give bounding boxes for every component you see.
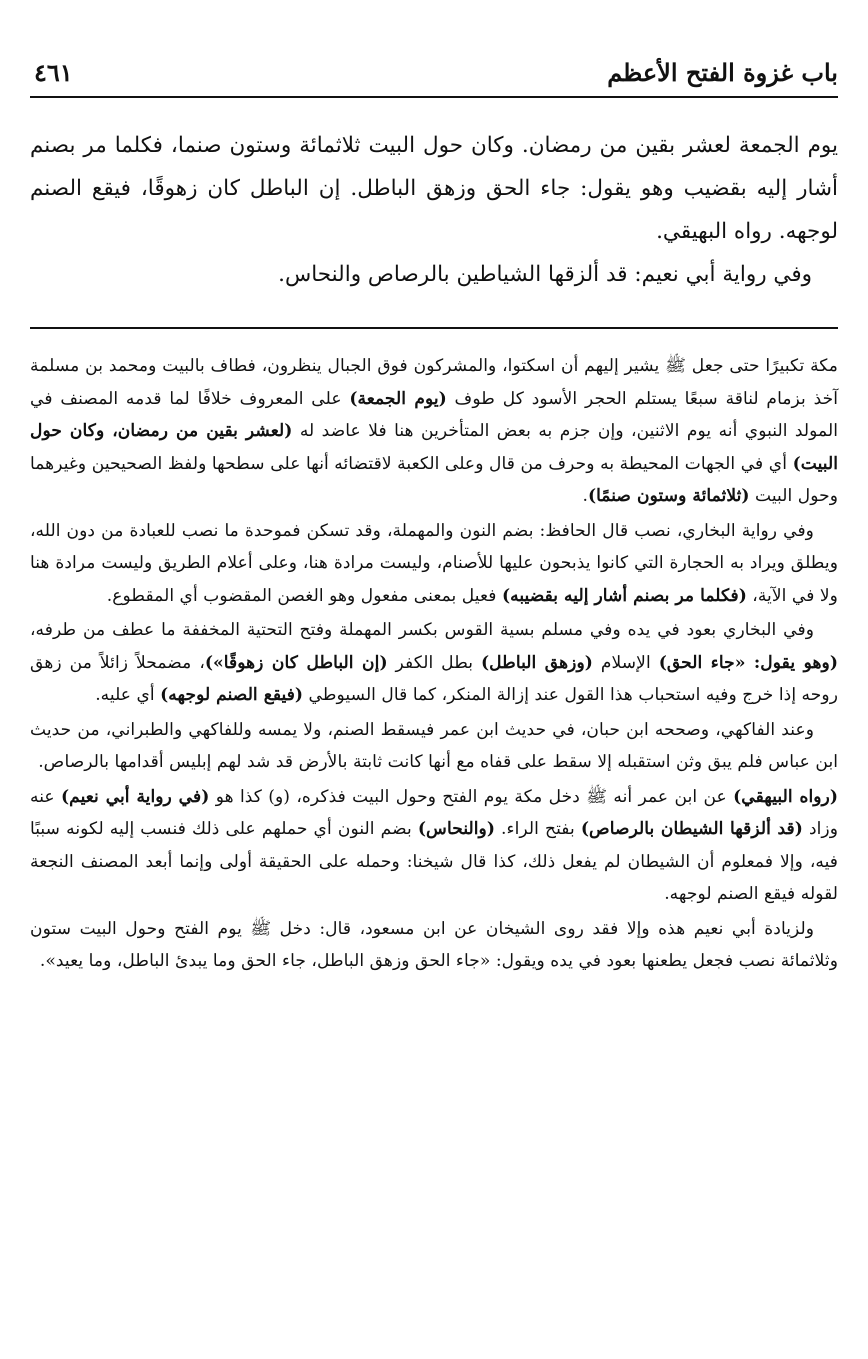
main-text [30, 124, 838, 296]
commentary-text: فعيل بمعنى مفعول وهو الغصن المقضوب أي المقطوع. [106, 585, 502, 606]
section-divider [30, 327, 838, 329]
quoted-phrase: (إن الباطل كان زهوقًا») [204, 652, 388, 673]
commentary-text: عن ابن عمر أنه ﷺ دخل مكة يوم الفتح وحول البيت فذكره، (و) كذا هو [209, 786, 734, 807]
commentary-paragraph [30, 913, 838, 978]
commentary-text: أي عليه. [95, 685, 161, 705]
commentary-text: عنه وزاد [30, 786, 839, 839]
commentary-paragraph [30, 350, 838, 513]
commentary-text: بفتح الراء. [494, 819, 581, 839]
commentary-paragraph [30, 714, 838, 779]
running-head [30, 52, 838, 98]
commentary-paragraph [30, 781, 838, 911]
commentary-paragraph [30, 515, 838, 613]
quoted-phrase: (ثلاثمائة وستون صنمًا) [587, 486, 750, 506]
quoted-phrase: (رواه البيهقي) [733, 786, 838, 807]
chapter-title: باب غزوة الفتح الأعظم [607, 58, 838, 87]
quoted-phrase: (في رواية أبي نعيم) [61, 786, 210, 807]
commentary-paragraph [30, 614, 838, 712]
commentary [30, 350, 838, 980]
commentary-text: الإسلام [592, 652, 659, 673]
commentary-text: مكة تكبيرًا حتى جعل ﷺ يشير إليهم أن اسكتوا، والمشركون فوق الجبال ينظرون، فطاف بالبيت ومحمد بن مسلمة آخذ بزمام لناقة سبعًا يستلم الحجر الأسود كل طوف [30, 356, 838, 409]
commentary-text: على المعروف خلافًا لما قدمه المصنف في المولد النبوي أنه يوم الاثنين، وإن جزم به بعض المتأخرين هنا فلا عاضد له [30, 388, 838, 441]
commentary-text: وفي رواية البخاري، نصب قال الحافظ: بضم النون والمهملة، وقد تسكن فموحدة ما نصب للعبادة من دون الله، ويطلق ويراد به الحجارة التي كانوا يذبحون عليها للأصنام، وليست مرادة هنا، وعلى أعلام الطريق وليست مرادة هنا ولا في الآية، [30, 520, 838, 606]
quoted-phrase: (فكلما مر بصنم أشار إليه بقضيبه) [501, 585, 747, 606]
quoted-phrase: (قد ألزقها الشيطان بالرصاص) [580, 819, 803, 839]
commentary-text: ، مضمحلاً زائلاً من زهق روحه إذا خرج وفيه استحباب هذا القول عند إزالة المنكر، كما قال السيوطي [30, 652, 838, 705]
main-paragraph: وفي رواية أبي نعيم: قد ألزقها الشياطين بالرصاص والنحاس. [278, 262, 812, 287]
page-number: ٤٦١ [34, 58, 73, 87]
quoted-phrase: (فيقع الصنم لوجهه) [160, 685, 304, 705]
book-page [30, 0, 838, 1359]
commentary-text: وفي البخاري بعود في يده وفي مسلم بسية القوس بكسر المهملة وفتح التحتية المخففة ما عطف من طرفه، [30, 620, 814, 640]
quoted-phrase: (وزهق الباطل) [481, 652, 593, 673]
commentary-text: بضم النون أي حملهم على ذلك فنسب إليه لكونه سببًا فيه، وإلا فمعلوم أن الشيطان لم يفعل ذلك، كذا قال شيخنا: وحمله على الحقيقة أولى وإنما أبعد المصنف النجعة لقوله فيقع الصنم لوجهه. [30, 819, 838, 904]
main-paragraph: يوم الجمعة لعشر بقين من رمضان. وكان حول البيت ثلاثمائة وستون صنما، فكلما مر بصنم أشار إليه بقضيب وهو يقول: جاء الحق وزهق الباطل. إن الباطل كان زهوقًا، فيقع الصنم لوجهه. رواه البهيقي. [30, 133, 838, 244]
commentary-text: ولزيادة أبي نعيم هذه وإلا فقد روى الشيخان عن ابن مسعود، قال: دخل ﷺ يوم الفتح وحول البيت ستون وثلاثمائة نصب فجعل يطعنها بعود في يده ويقول: «جاء الحق وزهق الباطل، جاء الحق وما يبدئ الباطل، وما يعيد». [30, 918, 838, 971]
commentary-text: . [582, 486, 588, 506]
quoted-phrase: (لعشر بقين من رمضان، وكان حول البيت) [30, 421, 838, 474]
commentary-text: وعند الفاكهي، وصححه ابن حبان، في حديث ابن عمر فيسقط الصنم، ولا يمسه وللفاكهي والطبراني، من حديث ابن عباس فلم يبق وثن استقبله إلا سقط على قفاه مع أنها كانت ثابتة بالأرض قد شد لهم إبليس أقدامها بالرصاص. [30, 719, 838, 772]
commentary-text: بطل الكفر [387, 652, 482, 673]
quoted-phrase: (وهو يقول: «جاء الحق) [658, 652, 838, 673]
quoted-phrase: (يوم الجمعة) [349, 388, 447, 409]
quoted-phrase: (والنحاس) [417, 819, 495, 839]
commentary-text: أي في الجهات المحيطة به وحرف من قال وعلى الكعبة لاقتضائه أنها على سطحها ولفظ الصحيحين وغيرهما وحول البيت [30, 453, 838, 506]
